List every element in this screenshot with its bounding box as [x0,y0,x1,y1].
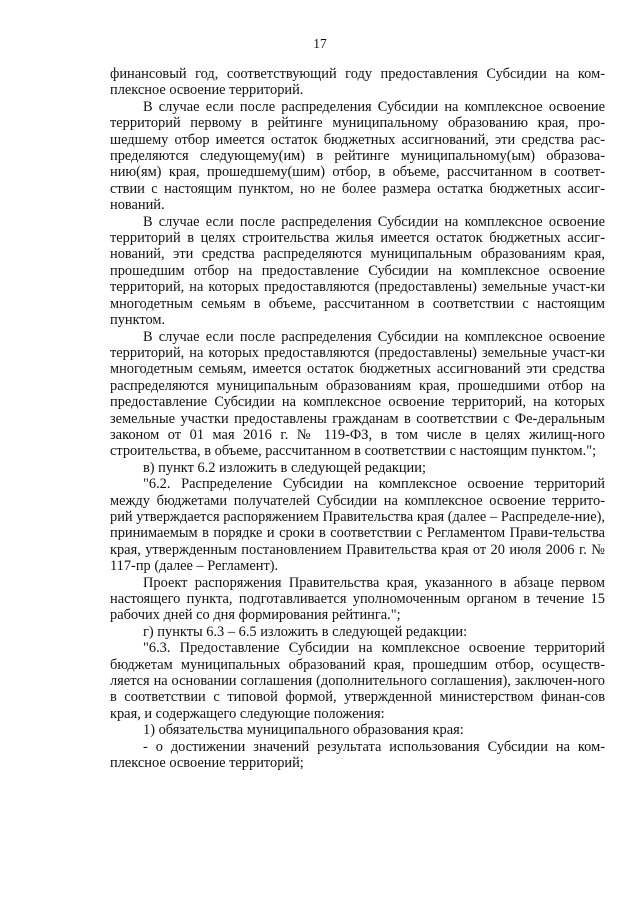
paragraph-continuation: финансовый год, соответствующий году предоставления Субсидии на ком-плексное освоение территорий. [110,66,605,99]
paragraph-obligations: 1) обязательства муниципального образования края: [143,722,464,739]
paragraph-remainder-housing: В случае если после распределения Субсидии на комплексное освоение территорий в целях строительства жилья имеется остаток бюджетных ассиг-нований, эти средства распределяются муниципальным образованиям края, прошедшим отбор на предоставление Субсидии на комплексное освоение территорий, на которых предоставляются (предоставлены) земельные участ-ки многодетным семьям в объеме, рассчитанном в соответствии с настоящим пунктом. [110,213,605,329]
paragraph-item-g: г) пункты 6.3 – 6.5 изложить в следующей редакции: [143,623,468,640]
paragraph-remainder-large-families: В случае если после распределения Субсидии на комплексное освоение территорий, на которых предоставляются (предоставлены) земельные участ-ки многодетным семьям, имеется остаток бюджетных ассигнований эти средства распределяются муниципальным образованиям края, прошедшими отбор на предоставление Субсидии на комплексное освоение территорий, на которых земельные участки предоставлены гражданам в соответствии с Фе-деральным законом от 01 мая 2016 г. № 119-ФЗ, в том числе в целях жилищ-ного строительства, в объеме, рассчитанном в соответствии с настоящим пунктом."; [110,328,605,460]
paragraph-draft-order: Проект распоряжения Правительства края, указанного в абзаце первом настоящего пункта, подготавливается уполномоченным органом в течение 15 рабочих дней со дня формирования рейтинга."; [110,574,605,624]
paragraph-clause-6-3: "6.3. Предоставление Субсидии на комплексное освоение территорий бюджетам муниципальных образований края, прошедшим отбор, осуществ-ляется на основании соглашения (дополнительного соглашения), заключен-ного в соответствии с типовой формой, утвержденной министерством финан-сов края, и содержащего следующие положения: [110,640,605,722]
paragraph-clause-6-2: "6.2. Распределение Субсидии на комплексное освоение территорий между бюджетами получателей Субсидии на комплексное освоение террито-рий утверждается распоряжением Правительства края (далее – Распределе-ние), принимаемым в порядке и сроки в соответствии с Регламентом Прави-тельства края, утвержденным постановлением Правительства края от 20 июля 2006 г. № 117-пр (далее – Регламент). [110,476,605,575]
paragraph-remainder-first: В случае если после распределения Субсидии на комплексное освоение территорий первому в рейтинге муниципальному образованию края, про-шедшему отбор имеется остаток бюджетных ассигнований, эти средства рас-пределяются следующему(им) в рейтинге муниципальному(ым) образова-нию(ям) края, прошедшему(шим) отбор, в объеме, рассчитанном в соответ-ствии с настоящим пунктом, но не более размера остатка бюджетных ассиг-нований. [110,98,605,214]
paragraph-result-values: - о достижении значений результата использования Субсидии на ком-плексное освоение территорий; [110,738,605,772]
page-number: 17 [313,36,327,51]
paragraph-item-v: в) пункт 6.2 изложить в следующей редакции; [143,459,426,476]
document-body [110,66,605,771]
